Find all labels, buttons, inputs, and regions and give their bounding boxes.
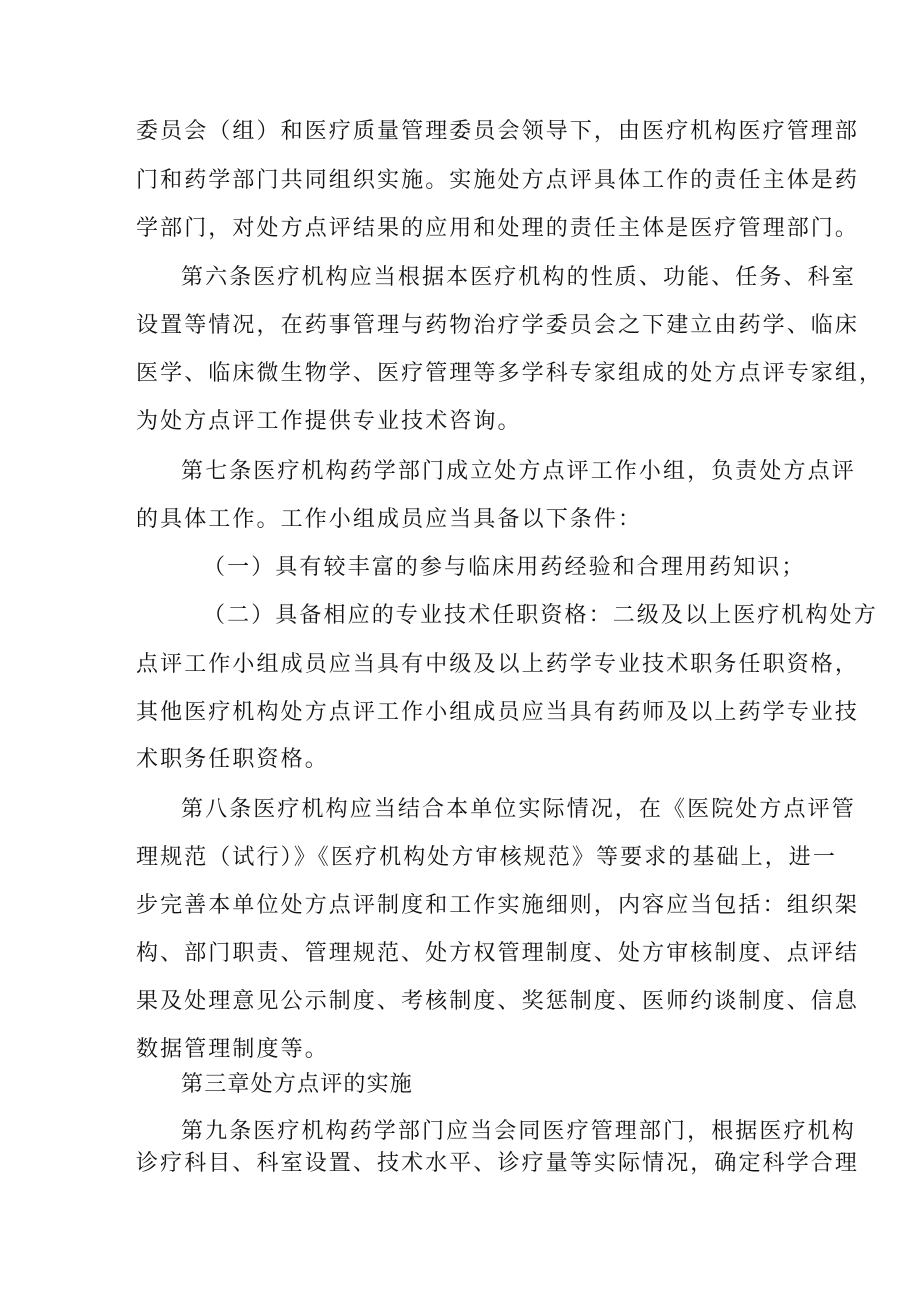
text-line: 点评工作小组成员应当具有中级及以上药学专业技术职务任职资格， xyxy=(136,652,860,677)
text-line: （二）具备相应的专业技术任职资格：二级及以上医疗机构处方 xyxy=(203,603,878,628)
text-line: 其他医疗机构处方点评工作小组成员应当具有药师及以上药学专业技 xyxy=(136,700,860,725)
text-line: 果及处理意见公示制度、考核制度、奖惩制度、医师约谈制度、信息 xyxy=(136,989,860,1014)
text-line: 诊疗科目、科室设置、技术水平、诊疗量等实际情况，确定科学合理 xyxy=(136,1151,860,1176)
text-line: 委员会（组）和医疗质量管理委员会领导下，由医疗机构医疗管理部 xyxy=(136,119,860,144)
text-line: 第八条医疗机构应当结合本单位实际情况，在《医院处方点评管 xyxy=(181,797,856,822)
text-line: 数据管理制度等。 xyxy=(136,1037,329,1062)
text-line: 第九条医疗机构药学部门应当会同医疗管理部门，根据医疗机构 xyxy=(181,1119,856,1144)
text-line: 的具体工作。工作小组成员应当具备以下条件： xyxy=(136,507,643,532)
chapter-heading: 第三章处方点评的实施 xyxy=(181,1072,414,1097)
text-line: 为处方点评工作提供专业技术咨询。 xyxy=(136,409,522,434)
text-line: 第七条医疗机构药学部门成立处方点评工作小组，负责处方点评 xyxy=(181,459,856,484)
text-line: （一）具有较丰富的参与临床用药经验和合理用药知识； xyxy=(203,555,806,580)
text-line: 医学、临床微生物学、医疗管理等多学科专家组成的处方点评专家组， xyxy=(136,361,884,386)
text-line: 设置等情况，在药事管理与药物治疗学委员会之下建立由药学、临床 xyxy=(136,313,860,338)
text-line: 步完善本单位处方点评制度和工作实施细则，内容应当包括：组织架 xyxy=(136,893,860,918)
text-line: 第六条医疗机构应当根据本医疗机构的性质、功能、任务、科室 xyxy=(181,265,856,290)
text-line: 学部门，对处方点评结果的应用和处理的责任主体是医疗管理部门。 xyxy=(136,216,860,241)
text-line: 门和药学部门共同组织实施。实施处方点评具体工作的责任主体是药 xyxy=(136,168,860,193)
text-line: 理规范（试行）》《医疗机构处方审核规范》等要求的基础上，进一 xyxy=(136,845,838,870)
text-line: 术职务任职资格。 xyxy=(136,747,329,772)
text-line: 构、部门职责、管理规范、处方权管理制度、处方审核制度、点评结 xyxy=(136,941,860,966)
